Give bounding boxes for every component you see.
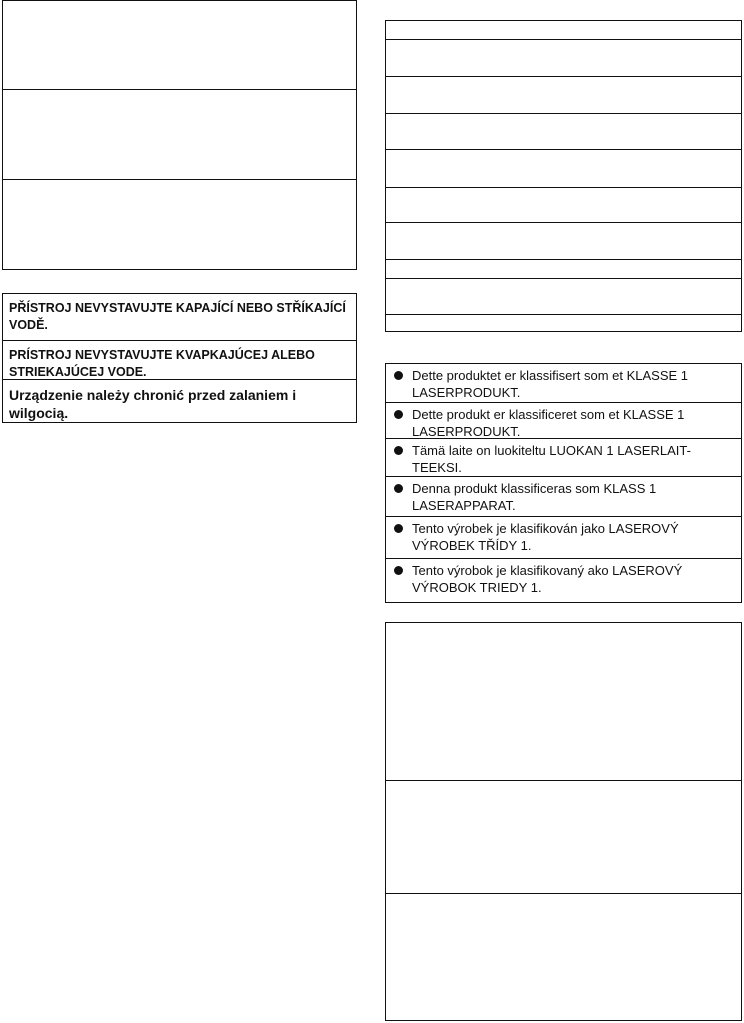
warning-slovak: PRÍSTROJ NEVYSTAVUJTE KVAPKAJÚCEJ ALEBO STRIEKAJÚCEJ VODE. [3, 341, 356, 380]
blank-row [386, 223, 741, 260]
blank-row [386, 260, 741, 279]
blank-row [3, 1, 356, 90]
blank-row [386, 114, 741, 150]
warning-polish: Urządzenie należy chronić przed zalaniem i wilgocią. [9, 387, 297, 421]
blank-table-bottom-right [385, 622, 742, 1021]
laser-notice-finnish [386, 439, 741, 477]
blank-row [386, 623, 741, 781]
blank-row [386, 188, 741, 223]
laser-notice-swedish [386, 477, 741, 517]
bullet-icon [394, 410, 403, 419]
blank-row [386, 77, 741, 114]
blank-row [386, 781, 741, 894]
laser-notice-table [385, 363, 742, 603]
bullet-icon [394, 371, 403, 380]
notice-text: Dette produktet er klassifisert som et KLASSE 1 LASERPRODUKT. [412, 368, 689, 400]
bullet-icon [394, 446, 403, 455]
notice-text: Tämä laite on luokiteltu LUOKAN 1 LASERLAIT-TEEKSI. [412, 443, 691, 475]
bullet-icon [394, 566, 403, 575]
notice-text: Tento výrobok je klasifikovaný ako LASEROVÝ VÝROBOK TRIEDY 1. [412, 563, 683, 595]
laser-notice-norwegian [386, 364, 741, 403]
laser-notice-danish [386, 403, 741, 439]
notice-text: Denna produkt klassificeras som KLASS 1 LASERAPPARAT. [412, 481, 657, 513]
bullet-icon [394, 484, 403, 493]
blank-row [386, 279, 741, 315]
laser-notice-slovak [386, 559, 741, 599]
water-warning-table [2, 293, 357, 423]
blank-table-top-left [2, 0, 357, 270]
blank-row [386, 40, 741, 77]
blank-row [386, 150, 741, 188]
blank-row [386, 21, 741, 40]
blank-row [3, 90, 356, 179]
blank-row [3, 180, 356, 269]
notice-text: Dette produkt er klassificeret som et KLASSE 1 LASERPRODUKT. [412, 407, 685, 439]
bullet-icon [394, 524, 403, 533]
laser-notice-czech [386, 517, 741, 559]
blank-table-top-right [385, 20, 742, 332]
notice-text: Tento výrobek je klasifikován jako LASEROVÝ VÝROBEK TŘÍDY 1. [412, 521, 679, 553]
warning-czech: PŘÍSTROJ NEVYSTAVUJTE KAPAJÍCÍ NEBO STŘÍKAJÍCÍ VODĚ. [3, 294, 356, 341]
